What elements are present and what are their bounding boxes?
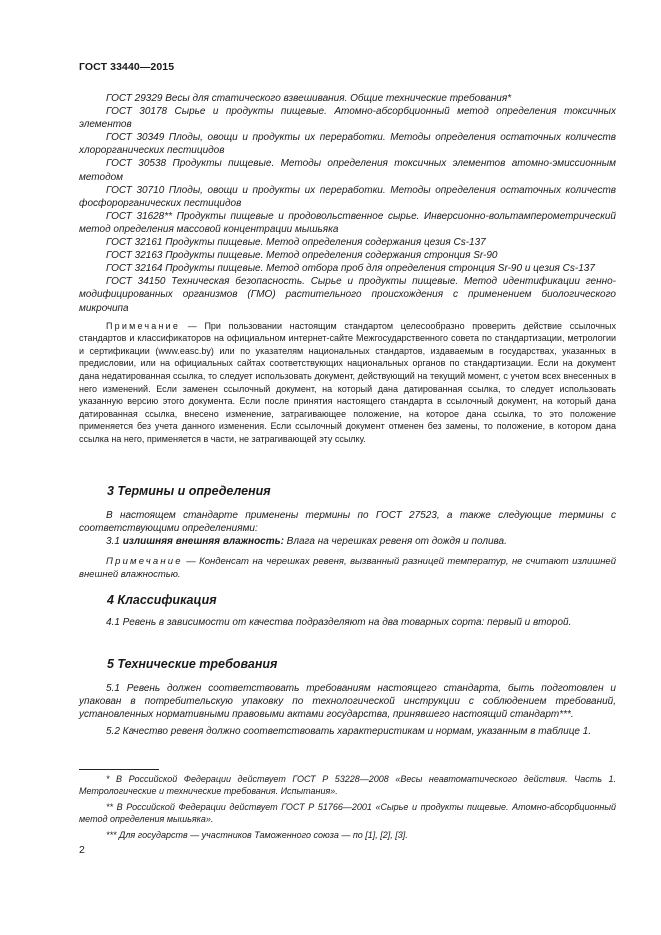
term-note-label: Примечание [106,555,183,567]
footnote-item: ** В Российской Федерации действует ГОСТ Р 51766—2001 «Сырье и продукты пищевые. Атомно-абсорбционный метод определения мышьяка». [79,801,616,825]
term-3-1 [79,535,616,548]
section-5-para-2: 5.2 Качество ревеня должно соответствовать характеристикам и нормам, указанным в таблице 1. [106,725,592,737]
reference-item: ГОСТ 30349 Плоды, овощи и продукты их переработки. Методы определения остаточных количеств хлорорганических пестицидов [79,132,616,157]
term-number: 3.1 [106,536,123,548]
section-3-title: 3 Термины и определения [107,484,271,498]
reference-item: ГОСТ 34150 Техническая безопасность. Сырье и продукты пищевые. Метод идентификации генно-модифицированных организмов (ГМО) растительного происхождения с применением биологического микрочипа [79,276,616,314]
references-note [79,320,616,446]
footnote-item: *** Для государств — участников Таможенного союза — по [1], [2], [3]. [106,829,408,840]
reference-item: ГОСТ 30538 Продукты пищевые. Методы определения токсичных элементов атомно-эмиссионным методом [79,158,616,183]
section-5-para-1: 5.1 Ревень должен соответствовать требованиям настоящего стандарта, быть подготовлен и упакован в потребительскую упаковку по технологической инструкции с соблюдением требований, установленных нормативными правовыми актами государства, принявшего настоящий стандарт***. [79,683,616,721]
term-note [79,555,616,581]
reference-item: ГОСТ 31628** Продукты пищевые и продовольственное сырье. Инверсионно-вольтамперометрический метод определения массовой концентрации мышьяка [79,210,616,235]
document-header: ГОСТ 33440—2015 [79,61,175,73]
term-note-text: — Конденсат на черешках ревеня, вызванный разницей температур, не считают излишней внешней влажностью. [79,555,616,580]
reference-item: ГОСТ 32161 Продукты пищевые. Метод определения содержания цезия Cs-137 [106,237,486,249]
section-4-title: 4 Классификация [107,593,217,607]
term-name: излишняя внешняя влажность: [122,536,284,548]
section-5-title: 5 Технические требования [107,657,278,671]
reference-item: ГОСТ 29329 Весы для статического взвешивания. Общие технические требования* [106,93,512,104]
footnotes [79,773,616,841]
footnote-item: * В Российской Федерации действует ГОСТ Р 53228—2008 «Весы неавтоматического действия. Часть 1. Метрологические и технические требования. Испытания». [79,774,616,797]
reference-item: ГОСТ 32164 Продукты пищевые. Метод отбора проб для определения стронция Sr-90 и цезия Cs-137 [106,263,595,275]
section-3-intro: В настоящем стандарте применены термины по ГОСТ 27523, а также следующие термины с соответствующими определениями: [79,510,616,535]
reference-item: ГОСТ 30178 Сырье и продукты пищевые. Атомно-абсорбционный метод определения токсичных элементов [79,106,616,131]
footnote-separator [79,769,159,770]
section-4 [79,593,616,629]
normative-references-list [79,92,616,446]
note-label: Примечание [106,320,181,331]
page-number: 2 [79,844,85,856]
term-definition: Влага на черешках ревеня от дождя и полива. [283,536,507,548]
reference-item: ГОСТ 30710 Плоды, овощи и продукты их переработки. Методы определения остаточных количеств фосфорорганических пестицидов [79,184,616,209]
section-3 [79,484,616,581]
reference-item: ГОСТ 32163 Продукты пищевые. Метод определения содержания стронция Sr-90 [106,250,498,262]
section-5 [79,657,616,738]
note-text: — При пользовании настоящим стандартом целесообразно проверить действие ссылочных стандартов и классификаторов на официальном интернет-сайте Межгосударственного совета по стандартизации, метрологии и сертификации (www.easc.by) или по указателям национальных стандартов, издаваемым в государствах, указанных в предисловии, или на официальных сайтах соответствующих национальных органов по стандартизации. Если на документ дана недатированная ссылка, то следует использовать документ, действующий на текущий момент, с учетом всех внесенных в него изменений. Если заменен ссылочный документ, на который дана датированная ссылка, то следует использовать указанную версию этого документа. Если после принятия настоящего стандарта в ссылочный документ, на который дана датированная ссылка, внесено изменение, затрагивающее положение, на которое дана ссылка, то это положение применяется без учета данного изменения. Если ссылочный документ отменен без замены, то положение, в котором дана ссылка на него, применяется в части, не затрагивающей эту ссылку. [79,320,616,444]
section-4-para-1: 4.1 Ревень в зависимости от качества подразделяют на два товарных сорта: первый и второй. [106,617,572,628]
